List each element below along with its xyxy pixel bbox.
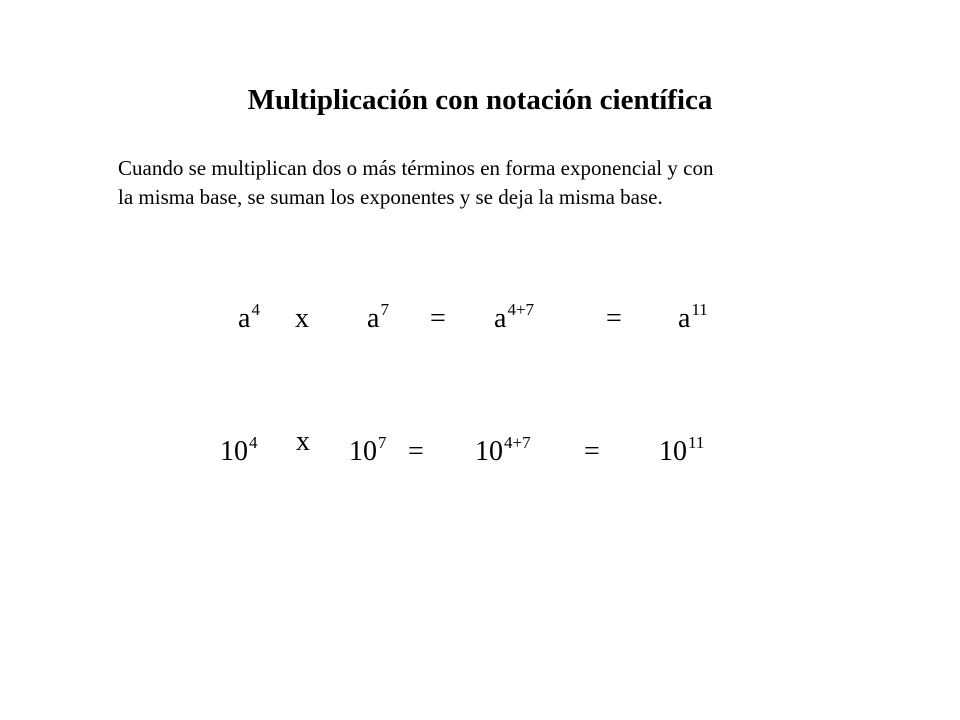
row2-term-4-base: 10 [659, 436, 687, 467]
row2-term-2-exponent: 7 [378, 433, 387, 452]
row2-equals-2: = [584, 436, 600, 467]
row1-term-2-exponent: 7 [380, 300, 389, 319]
row1-term-1-exponent: 4 [251, 300, 260, 319]
row2-term-1-base: 10 [220, 436, 248, 467]
explanation-paragraph [118, 154, 898, 212]
row1-term-1-base: a [238, 303, 251, 334]
paragraph-line-1: Cuando se multiplican dos o más términos en forma exponencial y con [118, 156, 714, 180]
row2-term-3-base: 10 [475, 436, 503, 467]
row1-term-2 [367, 302, 389, 339]
row2-term-3 [475, 435, 531, 472]
row1-term-4-exponent: 11 [691, 300, 708, 319]
row1-times-sign: x [295, 303, 309, 334]
row1-term-3-exponent: 4+7 [507, 300, 535, 319]
row2-term-1 [220, 435, 258, 472]
row2-term-4-exponent: 11 [688, 433, 705, 452]
row1-equals-2: = [606, 303, 622, 334]
row1-equals-1: = [430, 303, 446, 334]
page-title: Multiplicación con notación científica [247, 84, 713, 116]
row2-times-sign: x [296, 426, 310, 457]
row2-term-2-base: 10 [349, 436, 377, 467]
row1-term-3-base: a [494, 303, 507, 334]
row2-term-2 [349, 435, 387, 472]
row2-term-1-exponent: 4 [249, 433, 258, 452]
row1-term-4 [678, 302, 708, 339]
row1-term-1 [238, 302, 260, 339]
row2-term-4 [659, 435, 704, 472]
paragraph-line-2: la misma base, se suman los exponentes y se deja la misma base. [118, 185, 663, 209]
row1-term-4-base: a [678, 303, 691, 334]
row1-term-2-base: a [367, 303, 380, 334]
row2-term-3-exponent: 4+7 [504, 433, 531, 452]
row1-term-3 [494, 302, 534, 339]
row2-equals-1: = [408, 436, 424, 467]
